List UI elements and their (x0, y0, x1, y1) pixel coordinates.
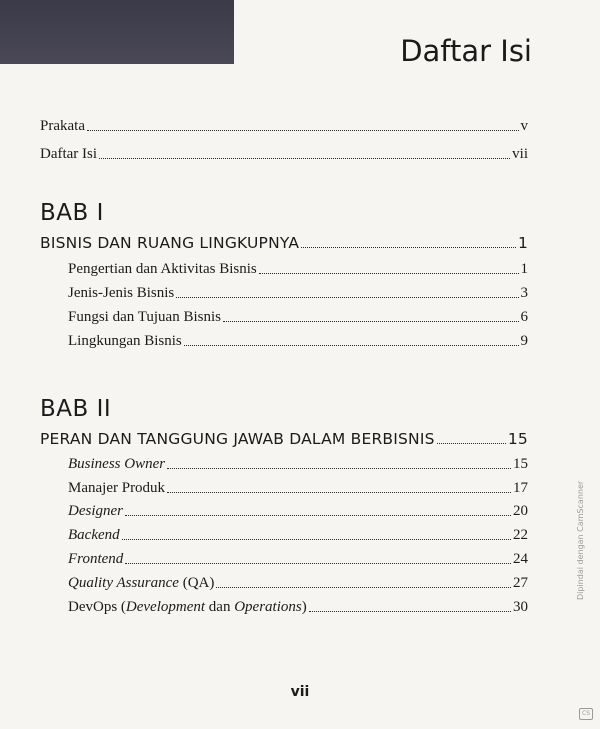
leader-dots (309, 610, 511, 612)
leader-dots (176, 296, 518, 298)
toc-page: vii (512, 146, 528, 162)
leader-dots (125, 562, 511, 564)
toc-page: 30 (513, 599, 528, 615)
toc-label: Daftar Isi (40, 146, 98, 162)
toc-page: 20 (513, 503, 528, 519)
toc-label: Business Owner (68, 456, 166, 472)
leader-dots (216, 586, 511, 588)
toc-section[interactable] (68, 527, 528, 544)
toc-label: Designer (68, 503, 123, 519)
toc-page: 27 (513, 575, 528, 591)
toc-label: Frontend (68, 551, 124, 567)
leader-dots (99, 157, 510, 159)
toc-page: 24 (513, 551, 528, 567)
toc-section[interactable] (68, 261, 528, 278)
toc-page: v (520, 118, 528, 134)
toc-page: 15 (507, 430, 528, 448)
toc-page: 22 (513, 527, 528, 543)
toc-page: 1 (517, 234, 528, 252)
scanner-watermark: Dipindai dengan CamScanner (576, 480, 585, 600)
toc-section[interactable] (68, 575, 528, 592)
leader-dots (223, 320, 519, 322)
toc-label-part: dan (205, 599, 235, 615)
toc-section[interactable] (68, 456, 528, 473)
toc-label: Jenis-Jenis Bisnis (68, 285, 175, 301)
leader-dots (301, 246, 516, 248)
toc-label: PERAN DAN TANGGUNG JAWAB DALAM BERBISNIS (40, 430, 435, 448)
toc-label: Manajer Produk (68, 480, 166, 496)
toc-label-italic: Development (125, 599, 206, 615)
dark-top-block (0, 0, 234, 64)
leader-dots (184, 344, 519, 346)
toc-label-part: ) (301, 599, 307, 615)
toc-page: 17 (513, 480, 528, 496)
leader-dots (122, 538, 511, 540)
toc-label-italic: Operations (234, 599, 302, 615)
toc-chapter-title[interactable] (40, 234, 528, 252)
leader-dots (259, 272, 519, 274)
page-number: vii (290, 684, 310, 700)
toc-section[interactable] (68, 599, 528, 616)
toc-page: 3 (520, 285, 528, 301)
toc-page: 9 (520, 333, 528, 349)
leader-dots (87, 129, 519, 131)
toc-label: Fungsi dan Tujuan Bisnis (68, 309, 221, 325)
toc-entry-daftar-isi[interactable] (40, 146, 528, 163)
toc-label-suffix: (QA) (178, 575, 215, 591)
chapter-number: BAB II (40, 396, 112, 422)
toc-label: BISNIS DAN RUANG LINGKUPNYA (40, 234, 300, 252)
bleed-through-text (250, 0, 600, 729)
chapter-number: BAB I (40, 200, 104, 226)
toc-page: 15 (513, 456, 528, 472)
toc-section[interactable] (68, 503, 528, 520)
toc-label (68, 575, 214, 592)
toc-label: Lingkungan Bisnis (68, 333, 182, 349)
toc-section[interactable] (68, 333, 528, 350)
toc-label: Backend (68, 527, 120, 543)
toc-label-part: DevOps ( (68, 599, 126, 615)
toc-page: 1 (520, 261, 528, 277)
page-title: Daftar Isi (400, 34, 532, 68)
leader-dots (437, 442, 506, 444)
toc-section[interactable] (68, 551, 528, 568)
toc-section[interactable] (68, 285, 528, 302)
toc-entry-prakata[interactable] (40, 118, 528, 135)
leader-dots (167, 491, 511, 493)
toc-label: Prakata (40, 118, 85, 134)
toc-page: 6 (520, 309, 528, 325)
toc-chapter-title[interactable] (40, 430, 528, 448)
toc-section[interactable] (68, 309, 528, 326)
leader-dots (167, 467, 511, 469)
toc-label-italic: Quality Assurance (68, 575, 179, 591)
camscanner-logo-icon: CS (579, 708, 593, 720)
toc-section[interactable] (68, 480, 528, 497)
toc-label (68, 599, 307, 616)
toc-label: Pengertian dan Aktivitas Bisnis (68, 261, 257, 277)
leader-dots (125, 514, 511, 516)
